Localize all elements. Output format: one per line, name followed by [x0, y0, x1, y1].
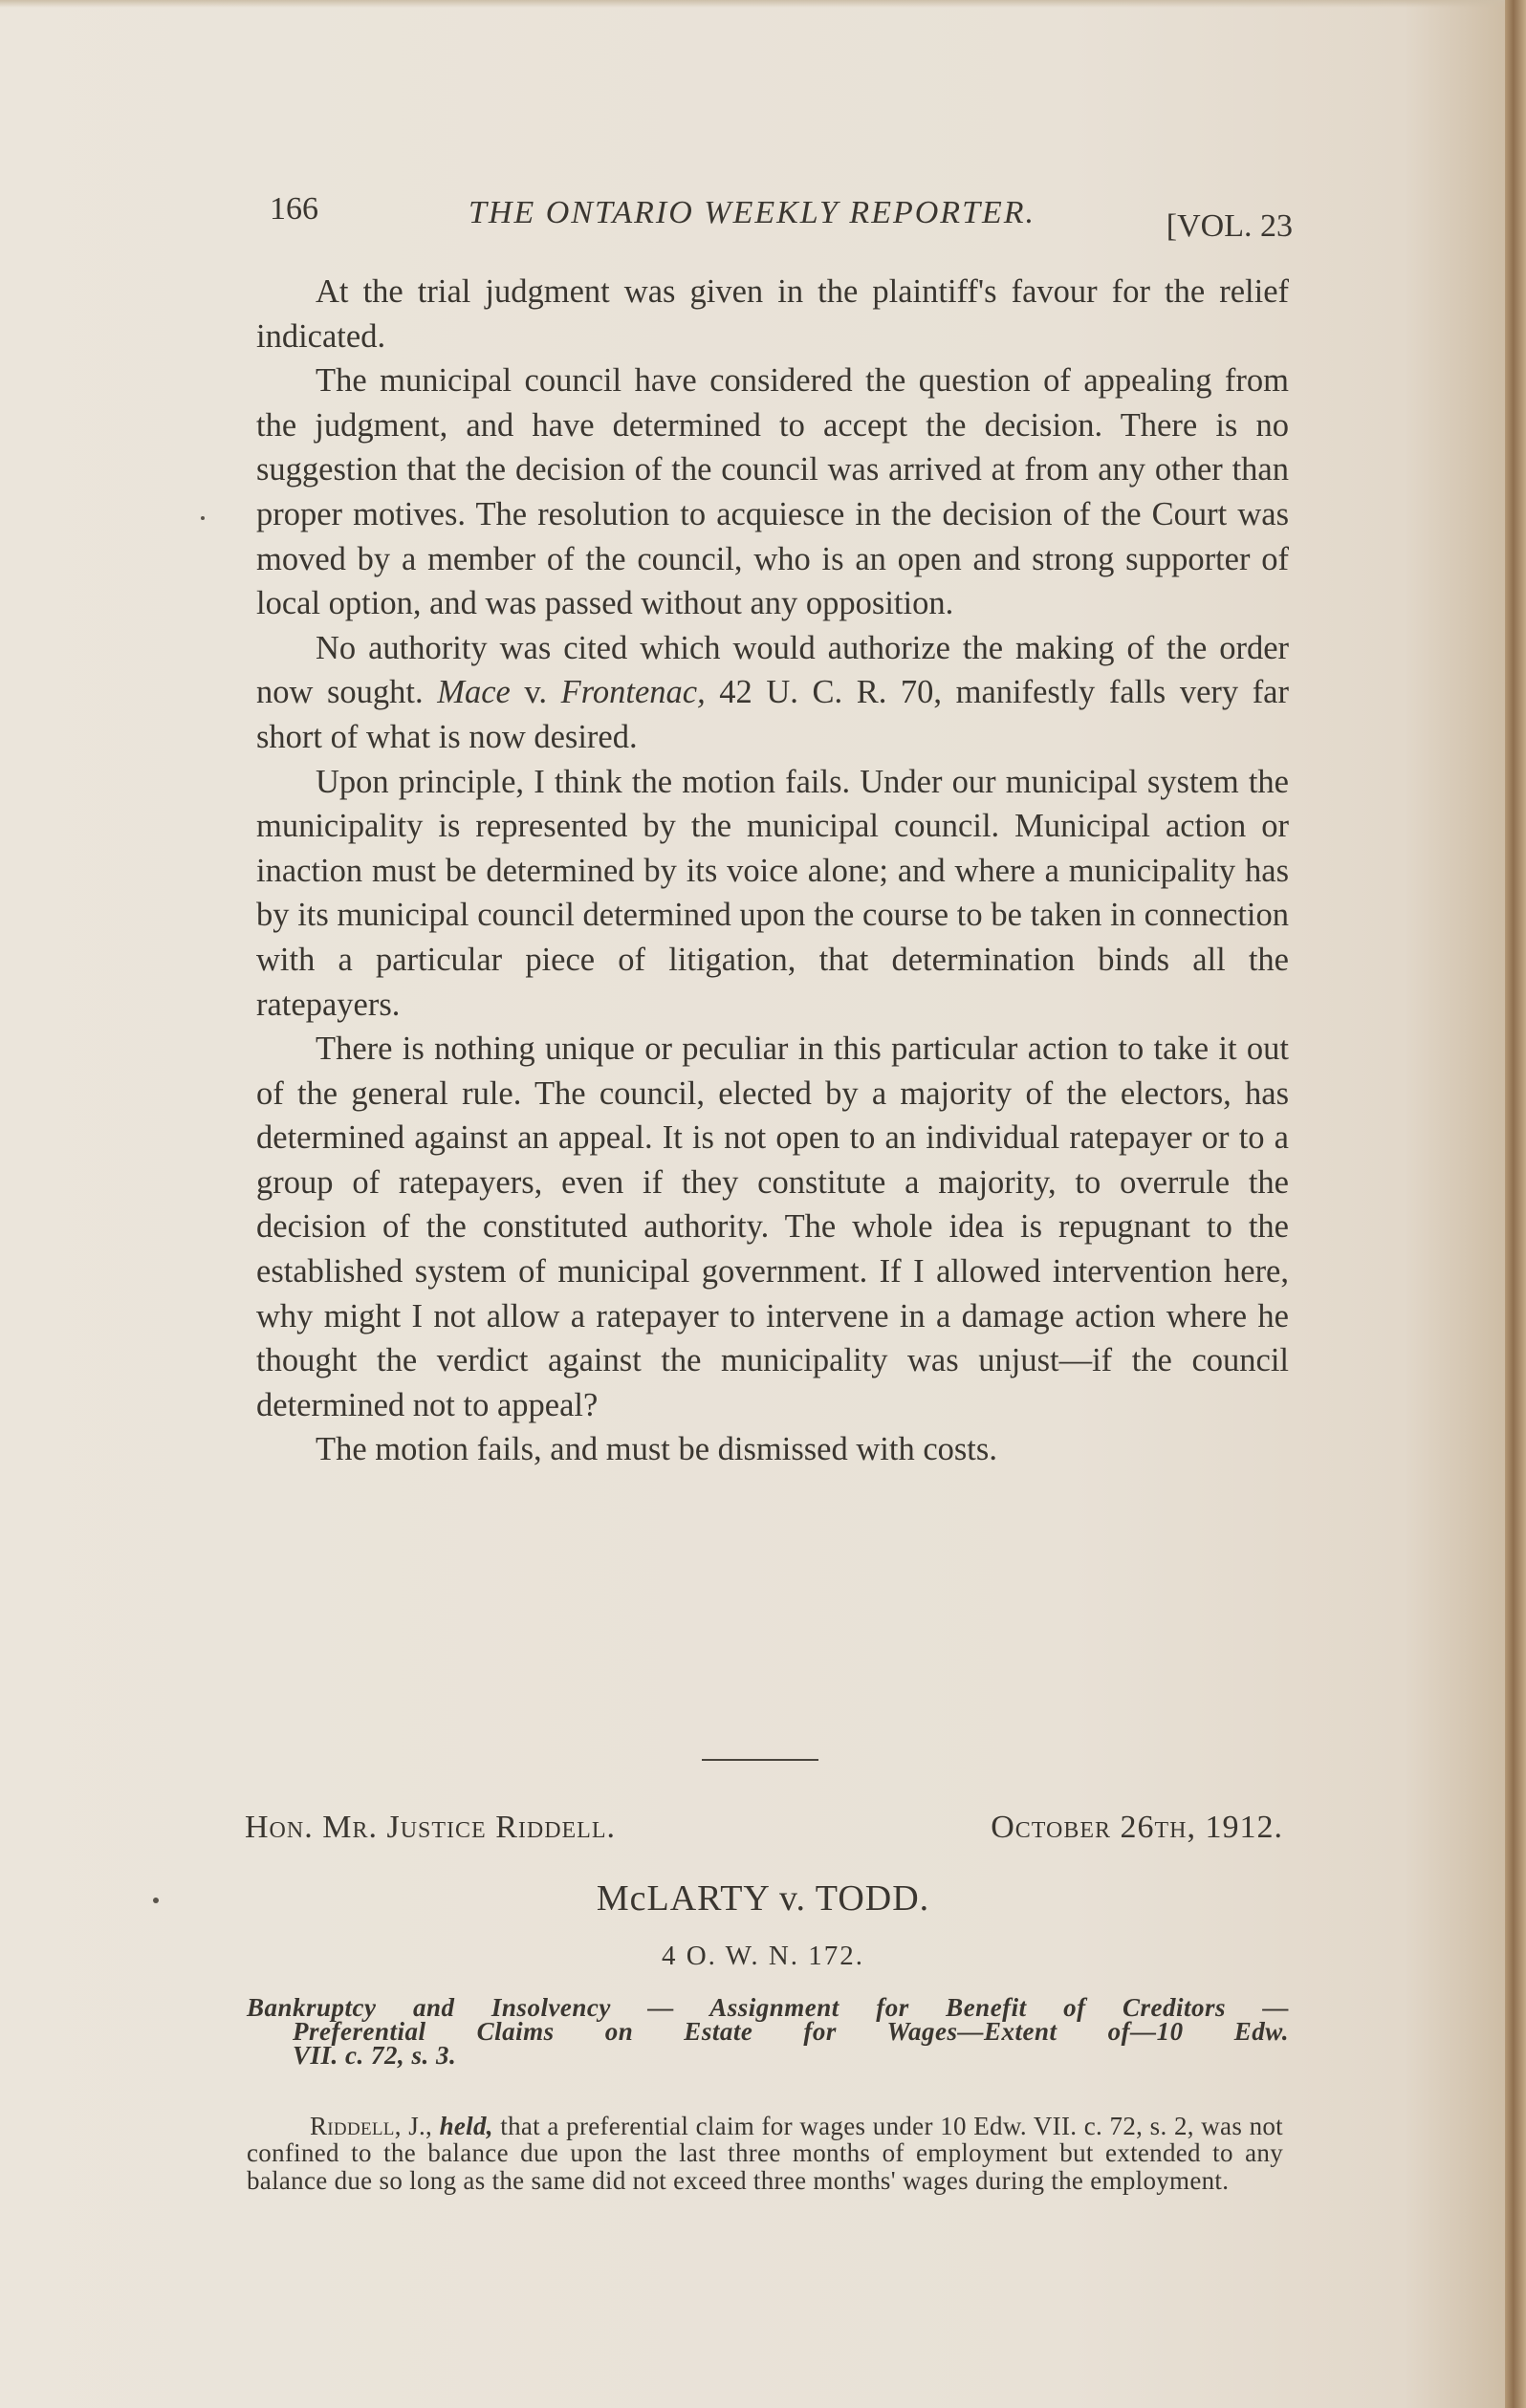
- paragraph: At the trial judgment was given in the plaintiff's favour for the relief indicated.: [256, 273, 1289, 355]
- volume-label: [VOL. 23: [1166, 208, 1293, 244]
- page-binding-edge: [1505, 0, 1526, 2408]
- headnote: [247, 1993, 1289, 2070]
- case-name-frontenac: Frontenac,: [560, 674, 706, 711]
- authority-text-before: No authority was cited which would authorize the making of the order now sought.: [256, 629, 1289, 711]
- paragraph: There is nothing unique or peculiar in this particular action to take it out of the general rule. The council, elected by a majority of the electors, has determined against an appeal. It is not open to an individual ratepayer or to a group of ratepayers, even if they constitute a majority, to overrule the decision of the constituted authority. The whole idea is repugnant to the established system of municipal government. If I allowed intervention here, why might I not allow a ratepayer to intervene in a damage action where he thought the verdict against the municipality was unjust—if the council determined not to appeal?: [256, 1030, 1289, 1423]
- decision-date: October 26th, 1912.: [991, 1810, 1283, 1845]
- holding-summary: [247, 2113, 1283, 2194]
- judgment-text: [256, 270, 1289, 1472]
- paragraph: Upon principle, I think the motion fails. Under our municipal system the municipality is represented by the municipal council. Municipal action or inaction must be determined by its voice alone; and where a municipality has by its municipal council determined upon the course to be taken in connection with a particular piece of litigation, that determination binds all the ratepayers.: [256, 763, 1289, 1023]
- holding-paragraph: [247, 2113, 1283, 2194]
- paper-speck: [153, 1898, 159, 1903]
- judge-name: Hon. Mr. Justice Riddell.: [245, 1810, 617, 1845]
- running-title: THE ONTARIO WEEKLY REPORTER.: [469, 195, 1036, 230]
- holding-held: held,: [439, 2112, 493, 2140]
- page-top-shadow: [0, 0, 1526, 8]
- headnote-line: Preferential Claims on Estate for Wages—Extent of—10 Edw.: [293, 2017, 1289, 2046]
- headnote-line: Bankruptcy and Insolvency — Assignment for Benefit of Creditors —: [247, 1993, 1289, 2022]
- versus: v.: [510, 674, 561, 711]
- case-name-mace: Mace: [437, 674, 511, 711]
- paper-speck: [201, 516, 205, 520]
- headnote-line: VII. c. 72, s. 3.: [293, 2041, 457, 2070]
- paragraph: The municipal council have considered the question of appealing from the judgment, and have determined to accept the decision. There is no suggestion that the decision of the council was arrived at from any other than proper motives. The resolution to acquiesce in the decision of the Court was moved by a member of the council, who is an open and strong supporter of local option, and was passed without any opposition.: [256, 362, 1289, 622]
- authority-text-after: 42 U. C. R. 70, manifestly falls very far short of what is now desired.: [256, 674, 1289, 755]
- paragraph: The motion fails, and must be dismissed with costs.: [316, 1431, 997, 1468]
- holding-text: that a preferential claim for wages under 10 Edw. VII. c. 72, s. 2, was not confined to the balance due upon the last three months of employment but extended to any balance due so long as the same did not exceed three months' wages during the employment.: [247, 2112, 1283, 2195]
- case-title: McLARTY v. TODD.: [596, 1878, 930, 1919]
- running-header: [270, 191, 1293, 249]
- section-divider: [702, 1759, 818, 1761]
- page-number: 166: [270, 191, 318, 227]
- case-citation: 4 O. W. N. 172.: [661, 1941, 865, 1971]
- holding-judge: Riddell, J.,: [310, 2112, 433, 2140]
- paragraph-authority: [256, 626, 1289, 760]
